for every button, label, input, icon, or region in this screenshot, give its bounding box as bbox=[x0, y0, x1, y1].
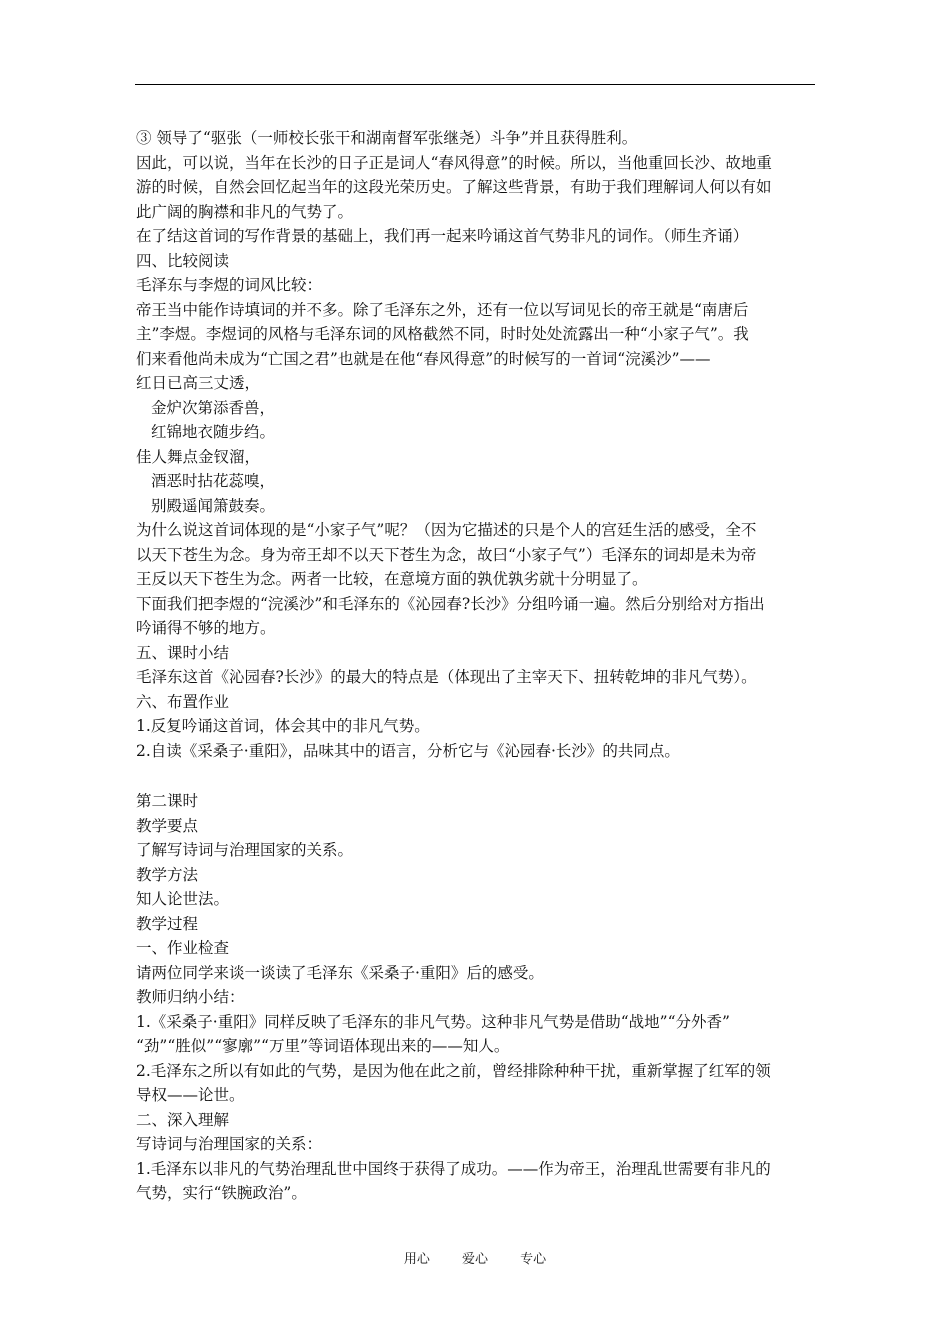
text-line: 写诗词与治理国家的关系： bbox=[136, 1135, 323, 1153]
poem-line: 别殿遥闻箫鼓奏。 bbox=[151, 496, 276, 515]
header-rule bbox=[135, 84, 815, 85]
section-heading: 教学要点 bbox=[136, 816, 199, 835]
text-line: 帝王当中能作诗填词的并不多。除了毛泽东之外，还有一位以写词见长的帝王就是“南唐后 bbox=[136, 300, 749, 319]
section-heading: 四、比较阅读 bbox=[136, 251, 230, 270]
section-heading: 五、课时小结 bbox=[136, 643, 230, 662]
text-line: 请两位同学来谈一谈读了毛泽东《采桑子·重阳》后的感受。 bbox=[136, 963, 544, 982]
text-line: 2.自读《采桑子·重阳》，品味其中的语言，分析它与《沁园春·长沙》的共同点。 bbox=[136, 741, 680, 760]
text-line: 们来看他尚未成为“亡国之君”也就是在他“春风得意”的时候写的一首词“浣溪沙”—— bbox=[136, 349, 711, 368]
text-line: “劲”“胜似”“寥廓”“万里”等词语体现出来的——知人。 bbox=[136, 1037, 510, 1055]
text-line: 以天下苍生为念。身为帝王却不以天下苍生为念，故曰“小家子气”）毛泽东的词却是未为帝 bbox=[136, 545, 757, 564]
text-line: 毛泽东这首《沁园春?长沙》的最大的特点是（体现出了主宰天下、扭转乾坤的非凡气势）。 bbox=[136, 668, 757, 686]
section-heading: 第二课时 bbox=[136, 792, 199, 810]
page-footer bbox=[0, 1248, 950, 1267]
footer-text: 专心 bbox=[520, 1252, 547, 1267]
text-line: 毛泽东与李煜的词风比较： bbox=[136, 276, 323, 294]
text-line: 气势，实行“铁腕政治”。 bbox=[136, 1184, 307, 1202]
text-line: 1.反复吟诵这首词，体会其中的非凡气势。 bbox=[136, 717, 430, 735]
text-line: 导权——论世。 bbox=[136, 1086, 245, 1104]
text-line: 1.《采桑子·重阳》同样反映了毛泽东的非凡气势。这种非凡气势是借助“战地”“分外香” bbox=[136, 1012, 730, 1031]
text-line: 了解写诗词与治理国家的关系。 bbox=[136, 841, 354, 859]
text-line: 游的时候，自然会回忆起当年的这段光荣历史。了解这些背景，有助于我们理解词人何以有如 bbox=[136, 178, 772, 196]
text-line: ③ 领导了“驱张（一师校长张干和湖南督军张继尧）斗争”并且获得胜利。 bbox=[136, 129, 638, 147]
text-line: 在了结这首词的写作背景的基础上，我们再一起来吟诵这首气势非凡的词作。（师生齐诵） bbox=[136, 227, 749, 245]
text-line: 王反以天下苍生为念。两者一比较，在意境方面的孰优孰劣就十分明显了。 bbox=[136, 570, 648, 588]
section-heading: 教学过程 bbox=[136, 914, 199, 933]
section-heading: 教学方法 bbox=[136, 865, 199, 884]
text-line: 因此，可以说，当年在长沙的日子正是词人“春风得意”的时候。所以，当他重回长沙、故地重 bbox=[136, 153, 772, 172]
blank-line bbox=[136, 763, 816, 789]
section-heading: 二、深入理解 bbox=[136, 1110, 230, 1129]
text-line: 吟诵得不够的地方。 bbox=[136, 619, 276, 637]
text-line: 2.毛泽东之所以有如此的气势，是因为他在此之前，曾经排除种种干扰，重新掌握了红军的领 bbox=[136, 1061, 771, 1080]
poem-line: 酒恶时拈花蕊嗅， bbox=[151, 472, 276, 490]
poem-line: 红日已高三丈透， bbox=[136, 374, 261, 392]
text-line: 下面我们把李煜的“浣溪沙”和毛泽东的《沁园春?长沙》分组吟诵一遍。然后分别给对方指出 bbox=[136, 594, 765, 613]
poem-line: 金炉次第添香兽， bbox=[151, 398, 276, 417]
footer-text: 爱心 bbox=[461, 1252, 488, 1267]
section-heading: 一、作业检查 bbox=[136, 939, 230, 957]
text-line: 为什么说这首词体现的是“小家子气”呢？（因为它描述的只是个人的宫廷生活的感受，全不 bbox=[136, 521, 757, 539]
text-line: 此广阔的胸襟和非凡的气势了。 bbox=[136, 202, 354, 221]
poem-line: 佳人舞点金钗溜， bbox=[136, 447, 261, 466]
document-body bbox=[136, 126, 816, 1206]
text-line: 教师归纳小结： bbox=[136, 988, 245, 1006]
text-line: 主”李煜。李煜词的风格与毛泽东词的风格截然不同，时时处处流露出一种“小家子气”。我 bbox=[136, 325, 749, 343]
text-line: 1.毛泽东以非凡的气势治理乱世中国终于获得了成功。——作为帝王，治理乱世需要有非凡的 bbox=[136, 1159, 771, 1178]
footer-text: 用心 bbox=[403, 1252, 430, 1267]
section-heading: 六、布置作业 bbox=[136, 692, 230, 711]
text-line: 知人论世法。 bbox=[136, 890, 230, 908]
poem-line: 红锦地衣随步绉。 bbox=[151, 423, 276, 441]
